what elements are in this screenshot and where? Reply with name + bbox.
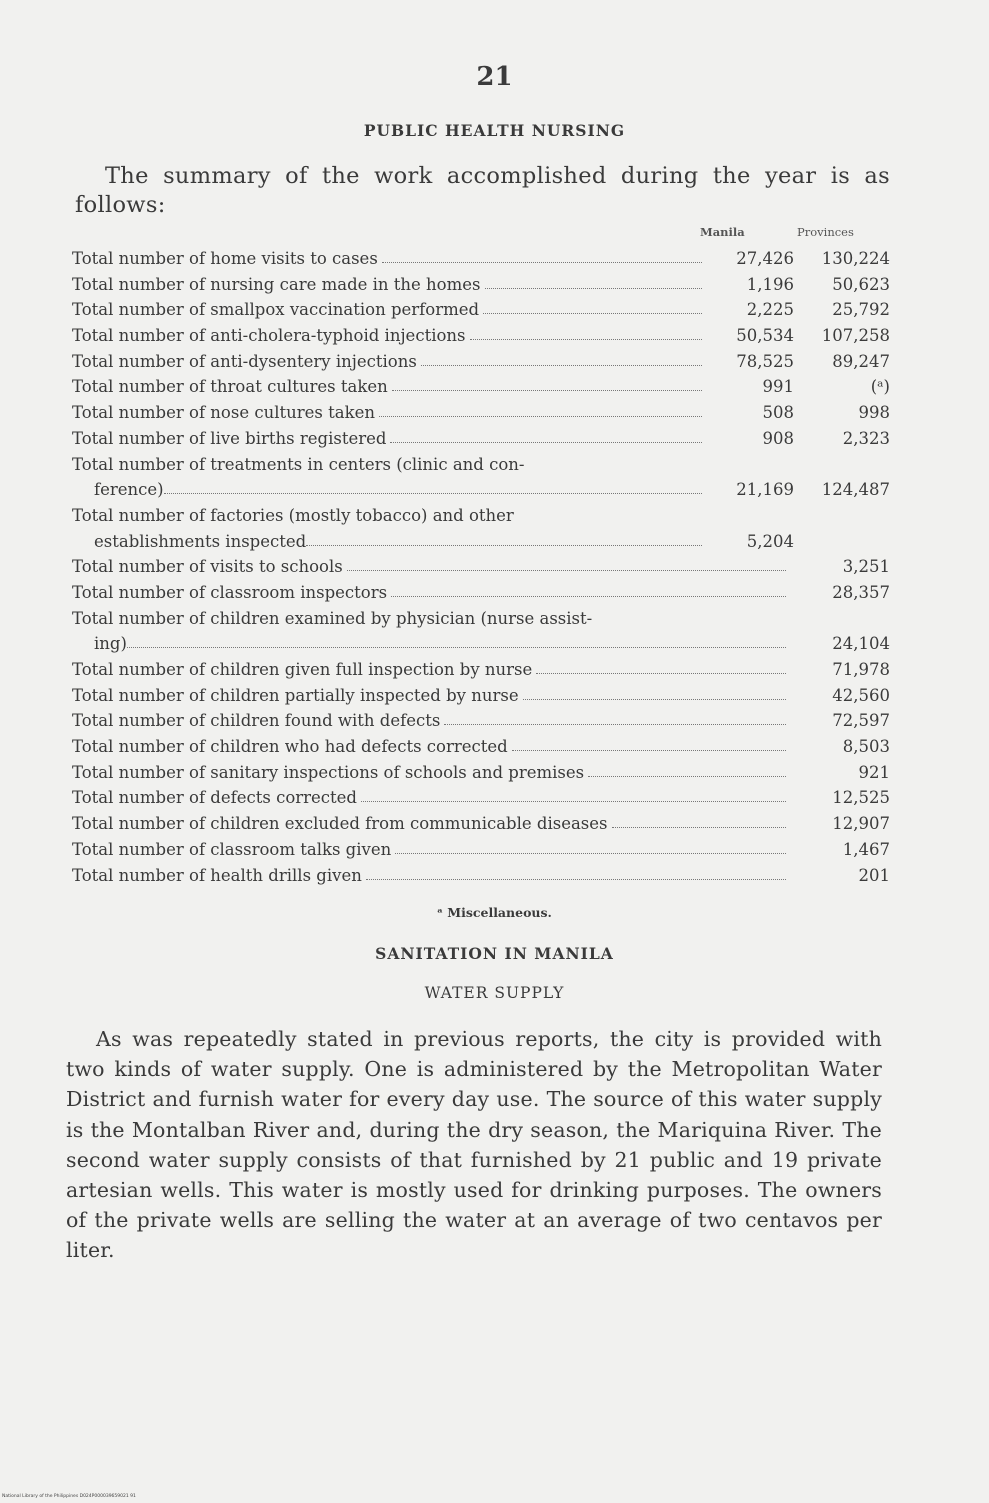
row-label: Total number of throat cultures taken xyxy=(72,374,392,400)
provinces-value: 921 xyxy=(858,762,890,782)
table-row xyxy=(72,349,890,375)
table-row xyxy=(72,760,890,786)
row-label: Total number of live births registered xyxy=(72,426,390,452)
leader-dots xyxy=(379,400,702,417)
provinces-value: 130,224 xyxy=(821,249,890,268)
column-header-manila: Manila xyxy=(700,225,745,239)
row-label: Total number of classroom inspectors xyxy=(72,580,391,606)
table-row xyxy=(72,246,890,272)
provinces-value: 50,623 xyxy=(832,274,890,294)
row-label: Total number of nursing care made in the homes xyxy=(72,272,485,298)
leader-dots xyxy=(470,323,702,340)
row-label: Total number of defects corrected xyxy=(72,785,361,811)
leader-dots xyxy=(366,863,786,880)
provinces-value: 28,357 xyxy=(832,582,890,602)
footnote: ᵃ Miscellaneous. xyxy=(437,905,552,920)
subheading-water-supply: WATER SUPPLY xyxy=(424,984,565,1002)
row-label: Total number of children given full inspection by nurse xyxy=(72,657,536,683)
provinces-value: (ᵃ) xyxy=(870,377,890,397)
leader-dots xyxy=(382,246,702,263)
provinces-value: 107,258 xyxy=(821,326,890,346)
leader-dots xyxy=(390,426,702,443)
manila-value: 5,204 xyxy=(746,531,794,551)
provinces-value xyxy=(794,529,890,555)
provinces-value: 3,251 xyxy=(842,557,890,577)
row-label: Total number of treatments in centers (clinic and con- xyxy=(72,454,525,474)
table-row xyxy=(72,400,890,426)
row-label: Total number of smallpox vaccination performed xyxy=(72,297,483,323)
library-credit: National Library of the Philippines D024P000039659021 91 xyxy=(2,1494,136,1499)
table-row xyxy=(72,272,890,298)
leader-dots xyxy=(164,477,702,494)
row-label: Total number of visits to schools xyxy=(72,554,347,580)
provinces-value: 12,907 xyxy=(832,814,890,834)
row-label: Total number of anti-cholera-typhoid injections xyxy=(72,323,470,349)
table-row xyxy=(72,374,890,400)
table-row xyxy=(72,837,890,863)
row-label: Total number of home visits to cases xyxy=(72,246,382,272)
leader-dots xyxy=(512,734,786,751)
leader-dots xyxy=(536,657,786,674)
leader-dots xyxy=(306,529,702,546)
leader-dots xyxy=(361,785,786,802)
table-row xyxy=(72,580,890,606)
row-label: Total number of health drills given xyxy=(72,863,366,889)
table-row xyxy=(72,785,890,811)
table-row xyxy=(72,323,890,349)
provinces-value: 12,525 xyxy=(832,788,890,808)
manila-value: 21,169 xyxy=(736,480,794,500)
row-label: Total number of sanitary inspections of schools and premises xyxy=(72,760,588,786)
leader-dots xyxy=(421,349,702,366)
manila-value: 991 xyxy=(762,377,794,397)
table-row xyxy=(72,863,890,889)
table-row xyxy=(72,811,890,837)
provinces-value: 8,503 xyxy=(842,737,890,757)
leader-dots xyxy=(127,631,786,648)
provinces-value: 25,792 xyxy=(832,300,890,320)
manila-value: 27,426 xyxy=(736,249,794,268)
section-heading-sanitation: SANITATION IN MANILA xyxy=(375,944,614,963)
table-row xyxy=(72,426,890,452)
leader-dots xyxy=(483,297,702,314)
leader-dots xyxy=(392,374,702,391)
manila-value: 908 xyxy=(762,428,794,448)
row-label: Total number of children examined by physician (nurse assist- xyxy=(72,608,593,628)
section-title: PUBLIC HEALTH NURSING xyxy=(363,121,626,140)
row-label: Total number of children excluded from communicable diseases xyxy=(72,811,612,837)
provinces-value: 24,104 xyxy=(832,634,890,654)
leader-dots xyxy=(485,272,703,289)
table-row xyxy=(72,503,890,554)
leader-dots xyxy=(391,580,786,597)
table-row xyxy=(72,683,890,709)
statistics-table xyxy=(72,246,890,888)
row-label: Total number of children partially inspected by nurse xyxy=(72,683,523,709)
leader-dots xyxy=(523,683,786,700)
intro-paragraph: The summary of the work accomplished during the year is as follows: xyxy=(75,163,890,218)
provinces-value: 998 xyxy=(858,403,890,423)
leader-dots xyxy=(588,760,786,777)
row-label: Total number of anti-dysentery injections xyxy=(72,349,421,375)
leader-dots xyxy=(612,811,786,828)
water-supply-paragraph: As was repeatedly stated in previous reports, the city is provided with two kinds of water supply. One is administered by the Metropolitan Water District and furnish water for every day use. The source of this water supply is the Montalban River and, during the dry season, the Mariquina River. The second water supply consists of that furnished by 21 public and 19 private artesian wells. This water is mostly used for drinking purposes. The owners of the private wells are selling the water at an average of two centavos per liter. xyxy=(66,1027,882,1263)
provinces-value: 89,247 xyxy=(832,351,890,371)
table-row xyxy=(72,708,890,734)
table-row xyxy=(72,657,890,683)
page-number: 21 xyxy=(476,62,513,92)
provinces-value: 72,597 xyxy=(832,711,890,731)
provinces-value: 1,467 xyxy=(842,839,890,859)
table-row xyxy=(72,452,890,503)
table-row xyxy=(72,734,890,760)
row-label-continued: ing) xyxy=(94,634,127,654)
manila-value: 50,534 xyxy=(736,326,794,346)
row-label: Total number of nose cultures taken xyxy=(72,400,379,426)
leader-dots xyxy=(444,708,786,725)
row-label: Total number of factories (mostly tobacco) and other xyxy=(72,505,514,525)
row-label: Total number of classroom talks given xyxy=(72,837,395,863)
table-row xyxy=(72,606,890,657)
provinces-value: 201 xyxy=(858,865,890,885)
manila-value: 508 xyxy=(762,403,794,423)
provinces-value: 2,323 xyxy=(842,428,890,448)
row-label: Total number of children who had defects corrected xyxy=(72,734,512,760)
manila-value: 78,525 xyxy=(736,351,794,371)
provinces-value: 124,487 xyxy=(821,480,890,500)
row-label-continued: establishments inspected xyxy=(94,531,307,551)
leader-dots xyxy=(347,554,786,571)
leader-dots xyxy=(395,837,786,854)
manila-value: 2,225 xyxy=(746,300,794,320)
table-row xyxy=(72,297,890,323)
column-header-provinces: Provinces xyxy=(797,225,854,239)
provinces-value: 71,978 xyxy=(832,660,890,679)
row-label: Total number of children found with defects xyxy=(72,708,444,734)
manila-value: 1,196 xyxy=(746,274,794,294)
table-row xyxy=(72,554,890,580)
row-label-continued: ference) xyxy=(94,480,164,500)
provinces-value: 42,560 xyxy=(832,685,890,705)
